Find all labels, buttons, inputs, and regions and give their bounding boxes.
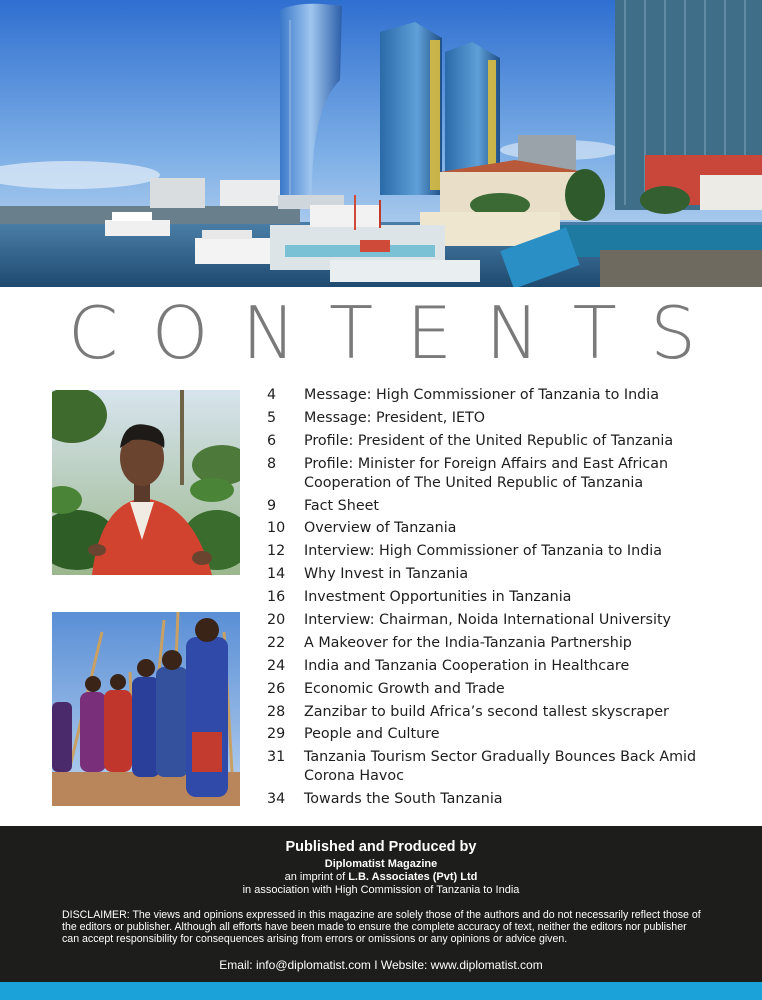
toc-title: Message: High Commissioner of Tanzania to India <box>304 387 659 403</box>
toc-title: Investment Opportunities in Tanzania <box>304 589 572 606</box>
toc-page-number: 16 <box>267 589 286 606</box>
title-letter: N <box>485 291 540 375</box>
toc-entry[interactable] <box>258 542 738 561</box>
toc-entry[interactable] <box>258 725 738 744</box>
toc-entry[interactable] <box>258 657 738 676</box>
association-line: in association with High Commission of Tanzania to India <box>242 884 520 896</box>
toc-page-number: 20 <box>267 612 286 629</box>
toc-page-number: 31 <box>267 749 286 766</box>
toc-title: Message: President, IETO <box>304 409 486 426</box>
toc-entry[interactable] <box>258 703 738 722</box>
toc-entry[interactable] <box>258 680 738 699</box>
toc-page-number: 12 <box>267 543 286 560</box>
toc-entry[interactable] <box>258 565 738 584</box>
toc-title: Fact Sheet <box>304 497 380 514</box>
toc-entry[interactable] <box>258 611 738 630</box>
title-letter: S <box>650 291 696 375</box>
title-letter: E <box>406 291 453 375</box>
imprint-company: L.B. Associates (Pvt) Ltd <box>348 871 478 883</box>
toc-entry[interactable] <box>258 634 738 653</box>
toc-title: People and Culture <box>304 726 440 743</box>
toc-entry[interactable] <box>258 432 738 451</box>
imprint-line <box>0 871 762 883</box>
toc-title: Profile: President of the United Republic of Tanzania <box>304 432 674 449</box>
toc-page-number: 10 <box>267 520 286 537</box>
toc-title: Why Invest in Tanzania <box>304 566 469 583</box>
toc-entry[interactable] <box>258 519 738 538</box>
farmer-photo <box>52 390 240 575</box>
toc-page-number: 9 <box>267 497 277 514</box>
toc-page-number: 24 <box>267 657 286 674</box>
toc-title: Interview: High Commissioner of Tanzania to India <box>304 543 663 560</box>
page-title <box>0 288 762 378</box>
toc-page-number: 6 <box>267 432 277 449</box>
toc-title: Tanzania Tourism Sector Gradually Bounces Back Amid Corona Havoc <box>304 749 697 785</box>
toc-page-number: 29 <box>267 726 286 743</box>
toc-page-number: 34 <box>267 791 286 808</box>
title-letter: T <box>572 291 617 375</box>
imprint-prefix: an imprint of <box>284 871 349 883</box>
toc-page-number: 14 <box>267 566 286 583</box>
toc-entry[interactable] <box>258 748 738 786</box>
hero-skyline-photo <box>0 0 762 287</box>
toc-title: India and Tanzania Cooperation in Healthcare <box>304 657 630 674</box>
title-letter: T <box>329 291 374 375</box>
toc-entry[interactable] <box>258 497 738 516</box>
publisher-heading: Published and Produced by <box>285 839 477 855</box>
toc-title: Zanzibar to build Africa’s second tallest skyscraper <box>304 703 669 720</box>
disclaimer-text: DISCLAIMER: The views and opinions expressed in this magazine are solely those of the authors and do not necessarily reflect those of the editors or publisher. Although all efforts have been made to ensure the complete accuracy of text, neither the editors nor publisher can accept responsibility for consequences arising from errors or omissions or any opinions or advice given. <box>62 909 701 945</box>
toc-entry[interactable] <box>258 386 738 405</box>
toc-page-number: 28 <box>267 703 286 720</box>
publisher-footer <box>0 826 762 982</box>
toc-page-number: 22 <box>267 634 286 651</box>
toc-title: Overview of Tanzania <box>304 520 457 537</box>
toc-title: A Makeover for the India-Tanzania Partnership <box>304 634 632 651</box>
toc-page-number: 8 <box>267 455 277 472</box>
contact-line[interactable]: Email: info@diplomatist.com I Website: www.diplomatist.com <box>219 958 543 972</box>
toc-entry[interactable] <box>258 409 738 428</box>
accent-bar <box>0 982 762 1000</box>
maasai-people-photo <box>52 612 240 806</box>
toc-entry[interactable] <box>258 588 738 607</box>
title-letter: N <box>241 291 296 375</box>
toc-title: Profile: Minister for Foreign Affairs and East African Cooperation of The United Republic of Tanzania <box>304 455 669 491</box>
toc-page-number: 26 <box>267 680 286 697</box>
toc-page-number: 5 <box>267 409 277 426</box>
toc-page-number: 4 <box>267 387 277 403</box>
toc-entry[interactable] <box>258 790 738 809</box>
toc-entry[interactable] <box>258 455 738 493</box>
title-letter: O <box>151 291 209 375</box>
table-of-contents <box>258 386 738 813</box>
toc-title: Economic Growth and Trade <box>304 680 505 697</box>
title-letter: C <box>68 291 119 375</box>
toc-title: Interview: Chairman, Noida International University <box>304 612 672 629</box>
magazine-name: Diplomatist Magazine <box>324 858 438 870</box>
toc-title: Towards the South Tanzania <box>304 791 503 808</box>
